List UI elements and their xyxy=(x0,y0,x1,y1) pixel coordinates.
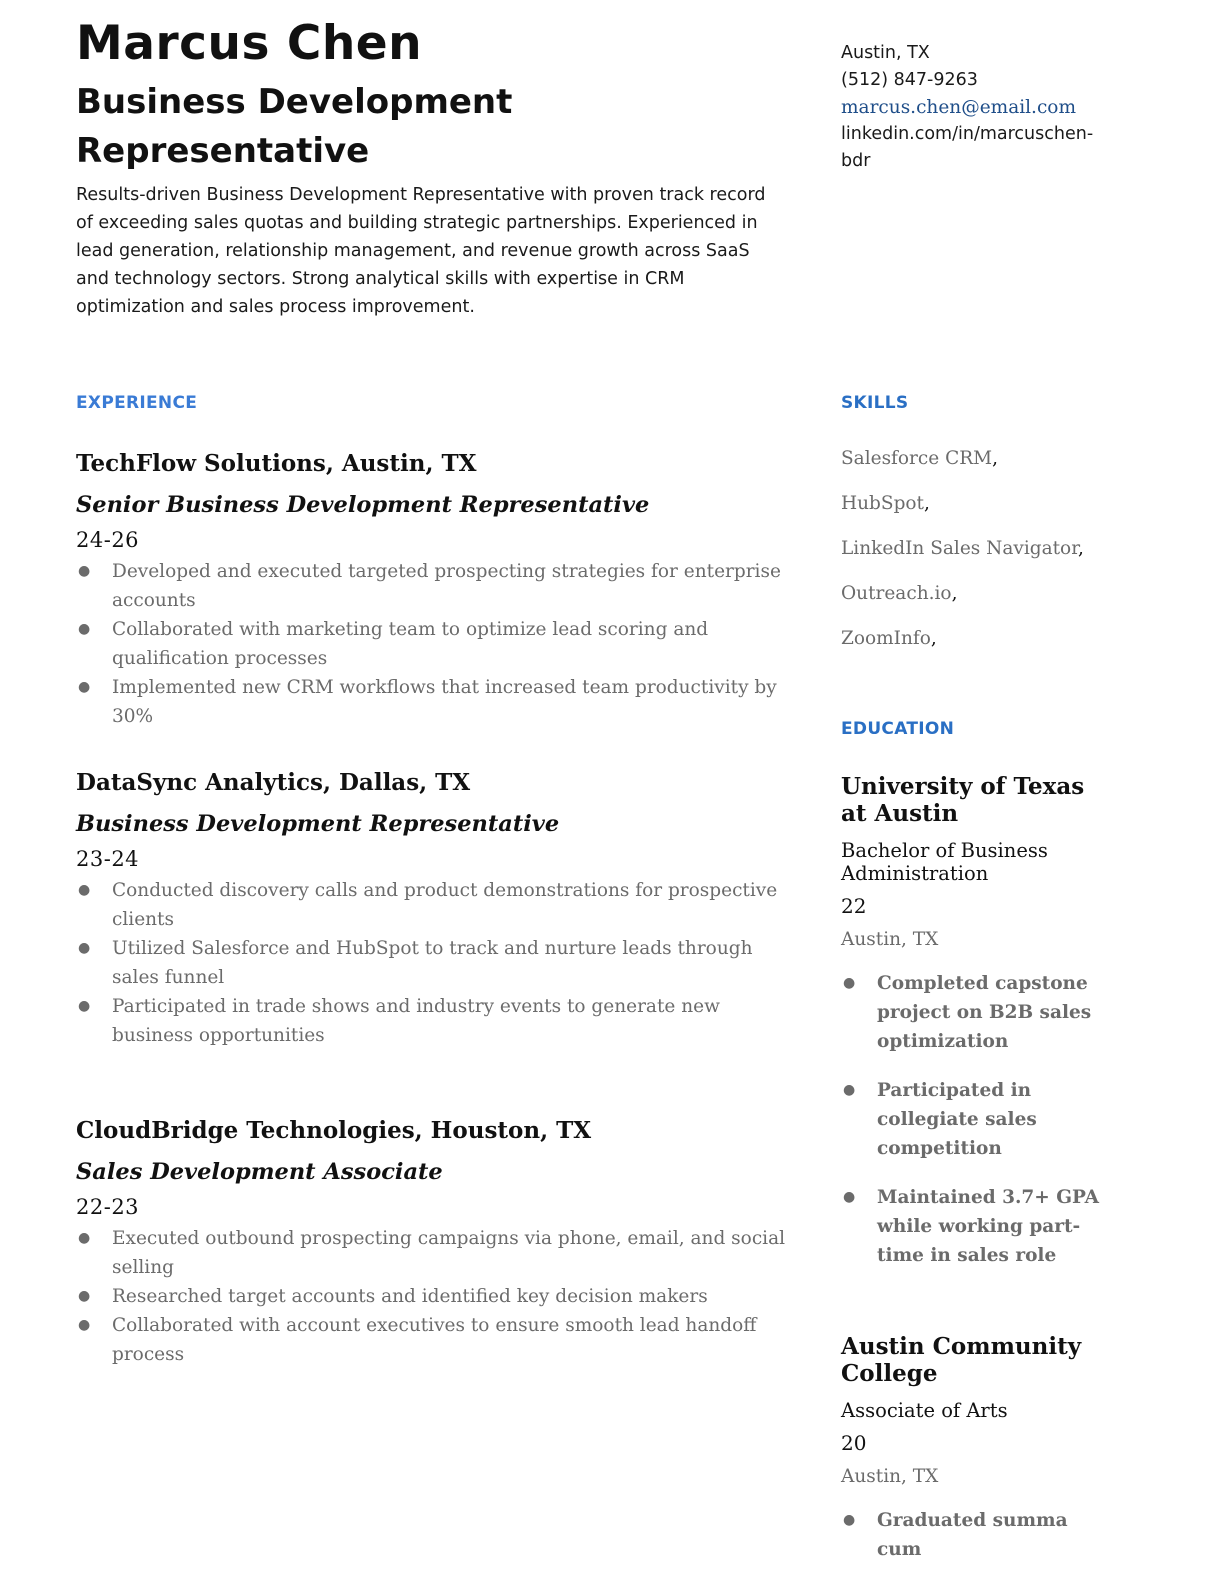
bullet-icon: ● xyxy=(78,1230,91,1246)
bullet-icon: ● xyxy=(78,1317,91,1333)
bullet-icon: ● xyxy=(843,1082,856,1098)
bullet-icon: ● xyxy=(843,1189,856,1205)
job-title: Senior Business Development Representative xyxy=(76,492,650,518)
education-entry xyxy=(841,773,1111,1290)
education-degree: Bachelor of Business Administration xyxy=(841,839,1048,885)
resume-header xyxy=(76,14,786,321)
experience-entry xyxy=(76,449,788,731)
education-bullets xyxy=(841,1506,1111,1564)
bullet-icon: ● xyxy=(78,940,91,956)
experience-entry xyxy=(76,1116,788,1369)
experience-entry xyxy=(76,768,788,1050)
education-location: Austin, TX xyxy=(841,929,939,950)
contact-email-link[interactable]: marcus.chen@email.com xyxy=(841,97,1076,118)
candidate-headline: Business Development Representative xyxy=(76,82,513,171)
bullet-icon: ● xyxy=(843,975,856,991)
job-company: DataSync Analytics, Dallas, TX xyxy=(76,769,471,796)
education-bullet: ● Graduated summa cum xyxy=(841,1506,1111,1564)
skills-section-title: SKILLS xyxy=(841,393,909,413)
job-bullets xyxy=(76,557,788,731)
skill-item: Salesforce CRM, xyxy=(841,448,998,469)
bullet-icon: ● xyxy=(78,998,91,1014)
job-bullet: ● Implemented new CRM workflows that increased team productivity by 30% xyxy=(76,673,788,731)
contact-block xyxy=(841,14,1111,175)
education-location: Austin, TX xyxy=(841,1466,939,1487)
job-dates: 22-23 xyxy=(76,1195,140,1219)
job-bullet: ● Developed and executed targeted prospecting strategies for enterprise accounts xyxy=(76,557,788,615)
job-bullet: ● Utilized Salesforce and HubSpot to track and nurture leads through sales funnel xyxy=(76,934,788,992)
bullet-icon: ● xyxy=(78,1288,91,1304)
job-bullet: ● Executed outbound prospecting campaigns via phone, email, and social selling xyxy=(76,1224,788,1282)
bullet-icon: ● xyxy=(78,882,91,898)
education-bullet: ● Participated in collegiate sales competition xyxy=(841,1076,1111,1163)
job-bullet: ● Researched target accounts and identified key decision makers xyxy=(76,1282,788,1311)
job-title: Sales Development Associate xyxy=(76,1159,443,1185)
bullet-icon: ● xyxy=(78,679,91,695)
bullet-icon: ● xyxy=(78,563,91,579)
education-bullet: ● Maintained 3.7+ GPA while working part-time in sales role xyxy=(841,1183,1111,1270)
job-bullets xyxy=(76,1224,788,1369)
skill-item: ZoomInfo, xyxy=(841,628,937,649)
education-year: 22 xyxy=(841,894,867,918)
candidate-name: Marcus Chen xyxy=(76,16,423,71)
job-bullets xyxy=(76,876,788,1050)
professional-summary: Results-driven Business Development Representative with proven track record of exceeding sales quotas and building strategic partnerships. Experienced in lead generation, relationship management, and revenue growth across SaaS and technology sectors. Strong analytical skills with expertise in CRM optimization and sales process improvement. xyxy=(76,185,766,317)
contact-phone: (512) 847-9263 xyxy=(841,70,978,90)
education-bullets xyxy=(841,969,1111,1270)
education-school: Austin Community College xyxy=(841,1333,1082,1387)
experience-section-title: EXPERIENCE xyxy=(76,393,198,413)
job-bullet: ● Participated in trade shows and industry events to generate new business opportunities xyxy=(76,992,788,1050)
education-section-title: EDUCATION xyxy=(841,719,955,739)
skill-item: LinkedIn Sales Navigator, xyxy=(841,538,1084,559)
education-degree: Associate of Arts xyxy=(841,1399,1008,1422)
job-bullet: ● Conducted discovery calls and product demonstrations for prospective clients xyxy=(76,876,788,934)
job-bullet: ● Collaborated with marketing team to optimize lead scoring and qualification processes xyxy=(76,615,788,673)
job-bullet: ● Collaborated with account executives to ensure smooth lead handoff process xyxy=(76,1311,788,1369)
bullet-icon: ● xyxy=(843,1512,856,1528)
job-company: CloudBridge Technologies, Houston, TX xyxy=(76,1117,592,1144)
job-title: Business Development Representative xyxy=(76,811,560,837)
education-bullet: ● Completed capstone project on B2B sales optimization xyxy=(841,969,1111,1056)
contact-linkedin: linkedin.com/in/marcuschen-bdr xyxy=(841,124,1094,171)
education-school: University of Texas at Austin xyxy=(841,773,1085,827)
skill-item: HubSpot, xyxy=(841,493,930,514)
skill-item: Outreach.io, xyxy=(841,583,958,604)
contact-location: Austin, TX xyxy=(841,43,930,63)
education-entry xyxy=(841,1333,1111,1584)
education-year: 20 xyxy=(841,1431,867,1455)
bullet-icon: ● xyxy=(78,621,91,637)
job-dates: 24-26 xyxy=(76,528,140,552)
job-company: TechFlow Solutions, Austin, TX xyxy=(76,450,477,477)
job-dates: 23-24 xyxy=(76,847,140,871)
skills-list xyxy=(841,445,1121,670)
